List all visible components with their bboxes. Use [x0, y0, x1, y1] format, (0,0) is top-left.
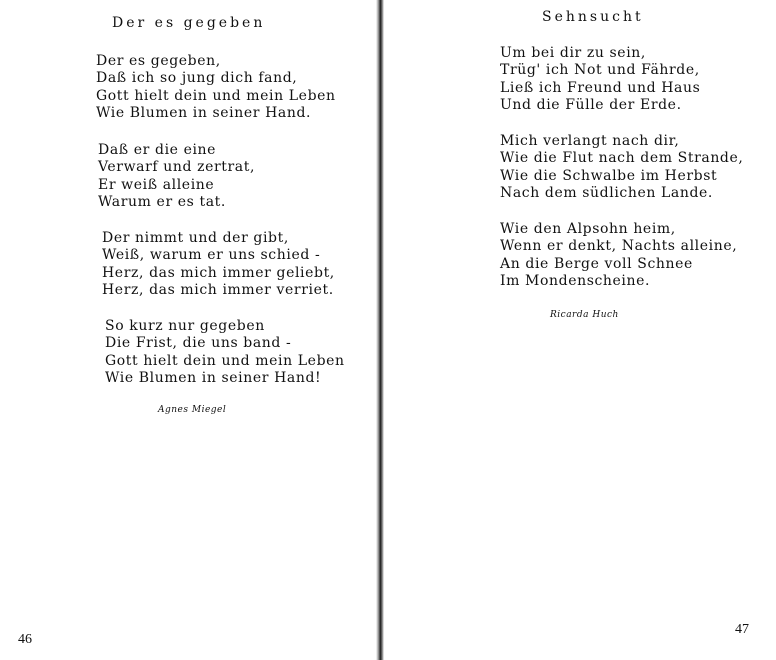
- page-number: 46: [18, 632, 32, 647]
- verse-line: Der es gegeben,: [96, 53, 221, 69]
- left-page: [0, 0, 376, 660]
- verse-line: Wie Blumen in seiner Hand!: [105, 369, 322, 386]
- verse-line: An die Berge voll Schnee: [500, 255, 693, 272]
- right-page: [384, 0, 776, 660]
- verse-line: Die Frist, die uns band -: [105, 335, 292, 352]
- stanza-1: [96, 53, 336, 122]
- poem-title: Der es gegeben: [112, 15, 266, 31]
- verse-line: Wie Blumen in seiner Hand.: [96, 104, 312, 121]
- stanza-4: [105, 318, 345, 387]
- verse-line: Trüg' ich Not und Fährde,: [500, 62, 700, 79]
- verse-line: Ließ ich Freund und Haus: [500, 79, 701, 96]
- verse-line: Wenn er denkt, Nachts alleine,: [500, 238, 738, 255]
- verse-line: Wie die Schwalbe im Herbst: [500, 167, 718, 184]
- verse-line: Herz, das mich immer verriet.: [102, 281, 334, 298]
- stanza-1: [500, 45, 700, 114]
- verse-line: Warum er es tat.: [98, 193, 226, 210]
- stanza-2: [500, 133, 743, 202]
- poem-author: Agnes Miegel: [158, 405, 227, 415]
- verse-line: Verwarf und zertrat,: [98, 159, 255, 176]
- verse-line: Nach dem südlichen Lande.: [500, 184, 713, 201]
- verse-line: Herz, das mich immer geliebt,: [102, 264, 335, 281]
- page-number: 47: [735, 622, 749, 637]
- verse-line: Und die Fülle der Erde.: [500, 96, 682, 113]
- verse-line: Mich verlangt nach dir,: [500, 133, 680, 149]
- verse-line: Wie den Alpsohn heim,: [500, 221, 676, 237]
- stanza-2: [98, 142, 255, 211]
- verse-line: Im Mondenscheine.: [500, 272, 651, 289]
- verse-line: Um bei dir zu sein,: [500, 45, 646, 61]
- stanza-3: [102, 230, 335, 299]
- poem-author: Ricarda Huch: [550, 310, 619, 320]
- verse-line: Er weiß alleine: [98, 176, 215, 193]
- stanza-3: [500, 221, 737, 290]
- verse-line: Gott hielt dein und mein Leben: [105, 352, 345, 369]
- verse-line: Weiß, warum er uns schied -: [102, 247, 321, 264]
- book-spine: [376, 0, 384, 660]
- verse-line: Wie die Flut nach dem Strande,: [500, 150, 744, 167]
- verse-line: Daß er die eine: [98, 142, 217, 158]
- poem-title: Sehnsucht: [542, 9, 644, 25]
- verse-line: Daß ich so jung dich fand,: [96, 70, 298, 87]
- verse-line: Der nimmt und der gibt,: [102, 230, 289, 246]
- verse-line: Gott hielt dein und mein Leben: [96, 87, 336, 104]
- verse-line: So kurz nur gegeben: [105, 318, 265, 334]
